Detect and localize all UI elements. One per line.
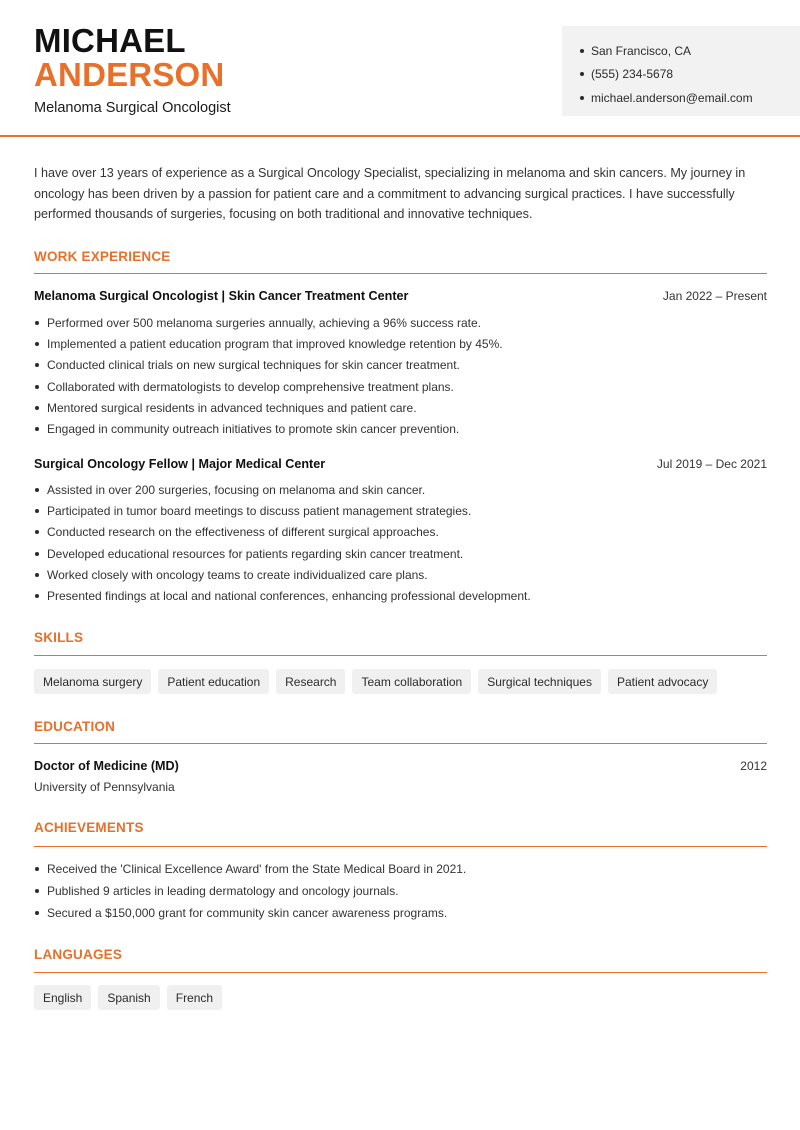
list-item xyxy=(34,355,767,376)
section-divider xyxy=(34,846,767,847)
bullet-icon xyxy=(35,342,39,346)
bullet-icon xyxy=(35,573,39,577)
skill-chip: Surgical techniques xyxy=(478,669,601,694)
bullet-text: Conducted clinical trials on new surgical techniques for skin cancer treatment. xyxy=(47,358,460,373)
education-header xyxy=(34,759,767,773)
section-divider xyxy=(34,972,767,973)
bullet-icon xyxy=(35,867,39,871)
last-name: ANDERSON xyxy=(34,56,225,93)
bullet-icon xyxy=(580,49,584,53)
list-item xyxy=(34,543,767,564)
contact-phone-text: (555) 234-5678 xyxy=(591,67,674,82)
list-item xyxy=(34,479,767,500)
job-date: Jul 2019 – Dec 2021 xyxy=(656,457,767,471)
bullet-icon xyxy=(35,321,39,325)
section-title-work: WORK EXPERIENCE xyxy=(34,249,171,264)
bullet-text: Performed over 500 melanoma surgeries annually, achieving a 96% success rate. xyxy=(47,315,482,330)
job-title: Surgical Oncology Fellow | Major Medical Center xyxy=(34,457,326,471)
skill-chip: Patient education xyxy=(158,669,269,694)
section-divider xyxy=(34,273,767,274)
section-title-languages: LANGUAGES xyxy=(34,947,123,962)
list-item xyxy=(34,858,767,880)
language-chip: English xyxy=(34,985,91,1010)
language-chip: Spanish xyxy=(98,985,159,1010)
bullet-text: Published 9 articles in leading dermatology and oncology journals. xyxy=(47,884,399,898)
list-item xyxy=(34,418,767,439)
section-divider xyxy=(34,655,767,656)
bullet-icon xyxy=(35,530,39,534)
bullet-icon xyxy=(35,911,39,915)
bullet-text: Participated in tumor board meetings to discuss patient management strategies. xyxy=(47,503,472,518)
skill-chip: Research xyxy=(276,669,345,694)
bullet-icon xyxy=(35,427,39,431)
job-header xyxy=(34,289,767,303)
bullet-text: Developed educational resources for patients regarding skin cancer treatment. xyxy=(47,546,464,561)
contact-box xyxy=(562,26,800,116)
list-item xyxy=(34,880,767,902)
bullet-text: Worked closely with oncology teams to create individualized care plans. xyxy=(47,567,428,582)
bullet-text: Secured a $150,000 grant for community skin cancer awareness programs. xyxy=(47,906,448,920)
degree: Doctor of Medicine (MD) xyxy=(34,759,179,773)
bullet-icon xyxy=(580,72,584,76)
skill-chip: Melanoma surgery xyxy=(34,669,151,694)
job-header xyxy=(34,457,767,471)
bullet-icon xyxy=(35,406,39,410)
bullet-text: Mentored surgical residents in advanced techniques and patient care. xyxy=(47,400,417,415)
skills-list xyxy=(34,669,717,694)
list-item xyxy=(34,585,767,606)
list-item xyxy=(34,500,767,521)
section-divider xyxy=(34,743,767,744)
list-item xyxy=(34,902,767,924)
list-item xyxy=(34,312,767,333)
job-bullets xyxy=(34,479,767,607)
bullet-text: Assisted in over 200 surgeries, focusing on melanoma and skin cancer. xyxy=(47,482,426,497)
languages-list xyxy=(34,985,222,1010)
section-title-skills: SKILLS xyxy=(34,630,84,645)
contact-phone xyxy=(580,63,800,87)
contact-location xyxy=(580,39,800,63)
bullet-text: Conducted research on the effectiveness of different surgical approaches. xyxy=(47,525,439,540)
list-item xyxy=(34,564,767,585)
list-item xyxy=(34,397,767,418)
first-name: MICHAEL xyxy=(34,22,186,59)
bullet-icon xyxy=(35,363,39,367)
bullet-text: Collaborated with dermatologists to develop comprehensive treatment plans. xyxy=(47,379,454,394)
bullet-icon xyxy=(35,385,39,389)
skill-chip: Team collaboration xyxy=(352,669,471,694)
bullet-icon xyxy=(35,889,39,893)
contact-location-text: San Francisco, CA xyxy=(591,43,692,58)
candidate-name xyxy=(34,24,224,92)
bullet-text: Implemented a patient education program that improved knowledge retention by 45%. xyxy=(47,336,503,351)
list-item xyxy=(34,376,767,397)
job-bullets xyxy=(34,312,767,440)
bullet-icon xyxy=(35,552,39,556)
job-title: Melanoma Surgical Oncologist | Skin Cancer Treatment Center xyxy=(34,289,409,303)
resume-header xyxy=(0,0,800,137)
bullet-text: Engaged in community outreach initiatives to promote skin cancer prevention. xyxy=(47,422,460,437)
bullet-icon xyxy=(35,594,39,598)
list-item xyxy=(34,522,767,543)
graduation-year: 2012 xyxy=(740,759,767,773)
summary-paragraph: I have over 13 years of experience as a Surgical Oncology Specialist, specializing in melanoma and skin cancers. My journey in oncology has been driven by a passion for patient care and a commitment to advancing surgical practices. I have successfully performed thousands of surgeries, focusing on both traditional and innovative techniques. xyxy=(34,166,746,222)
bullet-text: Presented findings at local and national conferences, enhancing professional development. xyxy=(47,589,531,604)
job-role: Melanoma Surgical Oncologist xyxy=(34,100,231,116)
bullet-icon xyxy=(580,96,584,100)
list-item xyxy=(34,333,767,354)
bullet-text: Received the 'Clinical Excellence Award' from the State Medical Board in 2021. xyxy=(47,862,467,876)
section-title-achievements: ACHIEVEMENTS xyxy=(34,820,144,835)
contact-email-text: michael.anderson@email.com xyxy=(591,90,753,105)
job-date: Jan 2022 – Present xyxy=(662,289,767,303)
contact-email xyxy=(580,86,800,110)
language-chip: French xyxy=(167,985,222,1010)
skill-chip: Patient advocacy xyxy=(608,669,717,694)
bullet-icon xyxy=(35,509,39,513)
section-title-education: EDUCATION xyxy=(34,719,116,734)
achievements-list xyxy=(34,858,767,924)
school-name: University of Pennsylvania xyxy=(34,780,175,794)
bullet-icon xyxy=(35,488,39,492)
